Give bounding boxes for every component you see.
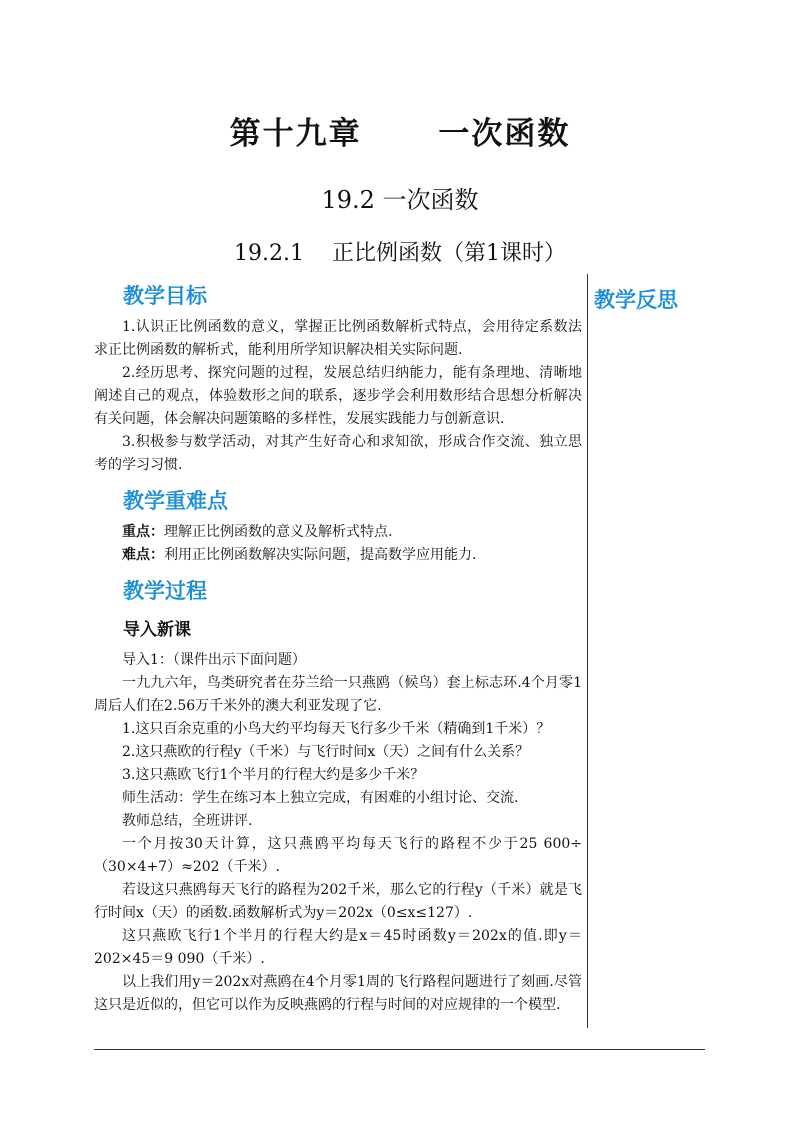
key-point-label: 重点： [122,524,164,540]
footer-rule [94,1049,705,1050]
process-paragraph: 一九九六年，鸟类研究者在芬兰给一只燕鸥（候鸟）套上标志环.4个月零1周后人们在2.56万千米外的澳大利亚发现了它. [94,675,582,714]
reflection-heading: 教学反思 [594,288,678,312]
process-paragraph: 一个月按30天计算，这只燕鸥平均每天飞行的路程不少于25 600÷（30×4+7）≈202（千米）. [94,836,582,875]
objectives-heading: 教学目标 [123,284,207,308]
difficult-point [94,544,582,567]
key-points-heading: 教学重难点 [123,489,228,513]
objective-item-3: 3.积极参与数学活动，对其产生好奇心和求知欲，形成合作交流、独立思考的学习习惯. [94,434,582,473]
process-paragraph: 2.这只燕欧的行程y（千米）与飞行时间x（天）之间有什么关系？ [122,744,530,760]
process-paragraph: 3.这只燕欧飞行1个半月的行程大约是多少千米？ [122,767,425,783]
process-heading: 教学过程 [123,579,207,603]
process-paragraph: 师生活动：学生在练习本上独立完成，有困难的小组讨论、交流. [122,790,519,806]
difficult-point-text: 利用正比例函数解决实际问题，提高数学应用能力. [164,547,477,563]
key-point [94,521,582,544]
process-paragraph: 这只燕欧飞行1个半月的行程大约是x＝45时函数y＝202x的值.即y＝202×45＝9 090（千米）. [94,928,582,967]
process-paragraph: 1.这只百余克重的小鸟大约平均每天飞行多少千米（精确到1千米）？ [122,721,551,737]
difficult-point-label: 难点： [122,547,164,563]
main-column [94,280,582,1017]
section-title: 19.2 一次函数 [321,186,479,214]
subsection-title: 19.2.1 正比例函数（第1课时） [234,241,566,266]
column-divider [587,274,588,1028]
intro-subheading: 导入新课 [123,620,191,640]
objective-item-1: 1.认识正比例函数的意义，掌握正比例函数解析式特点，会用待定系数法求正比例函数的解析式，能利用所学知识解决相关实际问题. [94,319,582,358]
process-paragraph: 若设这只燕鸥每天飞行的路程为202千米，那么它的行程y（千米）就是飞行时间x（天）的函数.函数解析式为y＝202x（0≤x≤127）. [94,882,582,921]
key-point-text: 理解正比例函数的意义及解析式特点. [164,524,393,540]
process-paragraph: 教师总结，全班讲评. [122,813,253,829]
process-paragraph: 导入1：（课件出示下面问题） [122,652,306,668]
objective-item-2: 2.经历思考、探究问题的过程，发展总结归纳能力，能有条理地、清晰地阐述自己的观点，体验数形之间的联系，逐步学会利用数形结合思想分析解决有关问题，体会解决问题策略的多样性，发展实践能力与创新意识. [94,365,582,427]
chapter-title: 第十九章 一次函数 [229,116,571,152]
process-paragraph: 以上我们用y＝202x对燕鸥在4个月零1周的飞行路程问题进行了刻画.尽管这只是近似的，但它可以作为反映燕鸥的行程与时间的对应规律的一个模型. [94,974,582,1013]
